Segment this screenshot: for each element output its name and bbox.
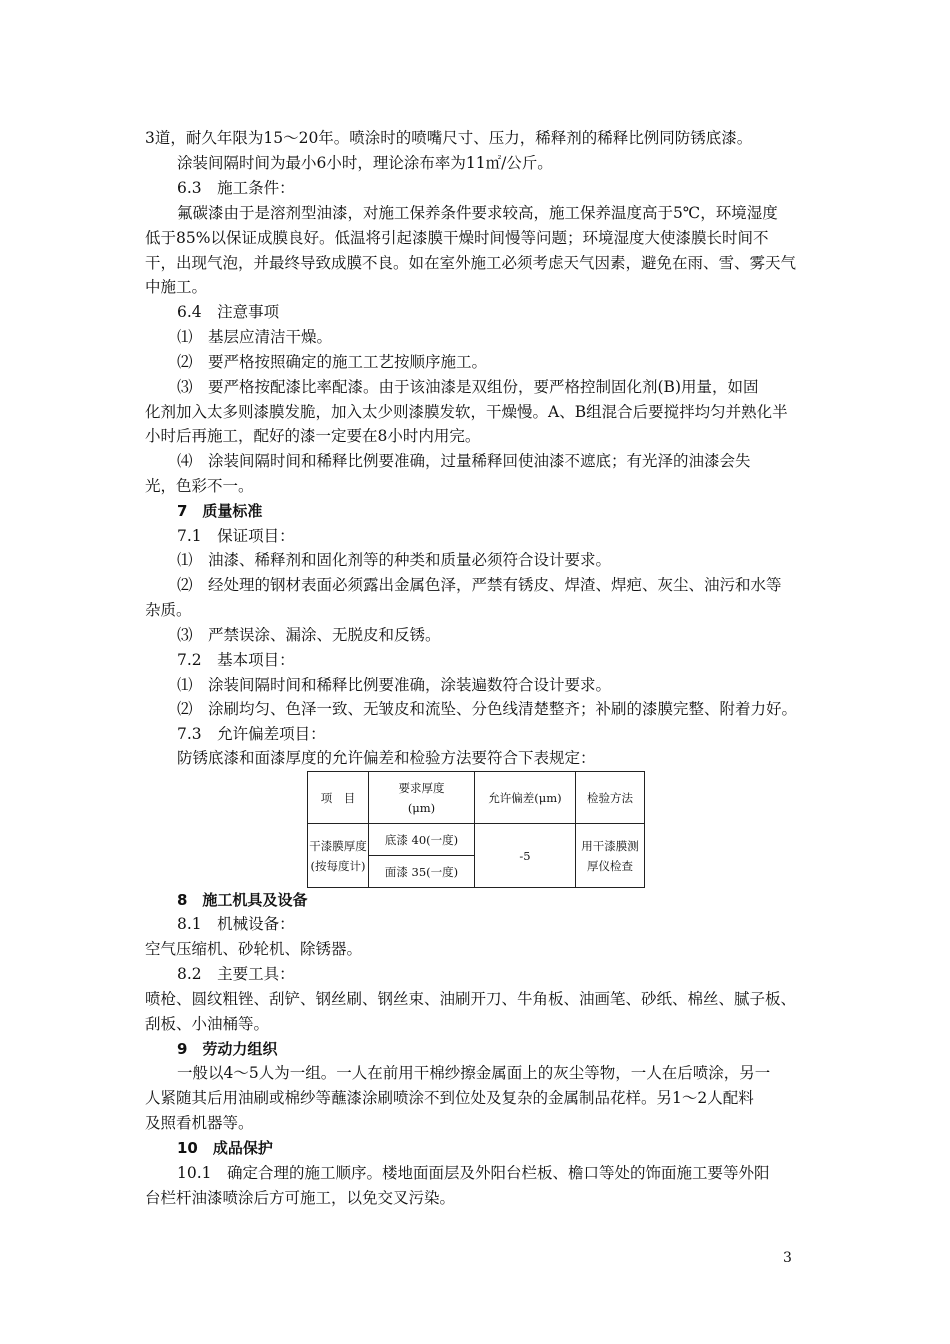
list-item: ⑴ 基层应清洁干燥。 xyxy=(177,328,333,346)
table-cell-method xyxy=(576,824,645,888)
text-line: 杂质。 xyxy=(145,601,192,619)
section-heading: 10 成品保护 xyxy=(177,1139,273,1157)
text-line: 低于85%以保证成膜良好。低温将引起漆膜干燥时间慢等问题；环境湿度大使漆膜长时间不 xyxy=(145,229,769,247)
section-heading: 8 施工机具及设备 xyxy=(177,891,308,909)
text-line: 空气压缩机、砂轮机、除锈器。 xyxy=(145,940,363,958)
text-line: 中施工。 xyxy=(145,278,208,296)
section-heading: 7 质量标准 xyxy=(177,502,263,520)
text-line: 及照看机器等。 xyxy=(145,1114,254,1132)
table-cell-item xyxy=(308,824,369,888)
list-item: ⑴ 油漆、稀释剂和固化剂等的种类和质量必须符合设计要求。 xyxy=(177,551,612,569)
table-cell-item-line1: 干漆膜厚度 xyxy=(309,838,367,853)
subsection-heading: 7.2 基本项目： xyxy=(177,651,295,669)
list-item: ⑶ 要严格按配漆比率配漆。由于该油漆是双组份，要严格控制固化剂(B)用量，如固 xyxy=(177,378,759,396)
table-cell-item-line2: (按每度计) xyxy=(310,858,366,873)
table-cell-method-line1: 用干漆膜测 xyxy=(581,838,639,853)
section-heading: 9 劳动力组织 xyxy=(177,1040,278,1058)
list-item: ⑵ 经处理的钢材表面必须露出金属色泽，严禁有锈皮、焊渣、焊疤、灰尘、油污和水等 xyxy=(177,576,782,594)
list-item: ⑵ 涂刷均匀、色泽一致、无皱皮和流坠、分色线清楚整齐；补刷的漆膜完整、附着力好。 xyxy=(177,700,798,718)
text-line: 刮板、小油桶等。 xyxy=(145,1015,270,1033)
text-line: 氟碳漆由于是溶剂型油漆，对施工保养条件要求较高，施工保养温度高于5℃，环境湿度 xyxy=(177,204,778,222)
text-line: 化剂加入太多则漆膜发脆，加入太少则漆膜发软，干燥慢。A、B组混合后要搅拌均匀并熟化半 xyxy=(145,403,788,421)
subsection-heading: 7.1 保证项目： xyxy=(177,527,295,545)
text-line: 台栏杆油漆喷涂后方可施工，以免交叉污染。 xyxy=(145,1189,456,1207)
text-line: 10.1 确定合理的施工顺序。楼地面面层及外阳台栏板、檐口等处的饰面施工要等外阳 xyxy=(177,1164,770,1182)
table-header-item: 项 目 xyxy=(308,772,369,824)
text-line: 防锈底漆和面漆厚度的允许偏差和检验方法要符合下表规定： xyxy=(177,749,596,767)
table-cell-method-line2: 厚仪检查 xyxy=(587,858,633,873)
subsection-heading: 7.3 允许偏差项目： xyxy=(177,725,326,743)
page-number: 3 xyxy=(783,1250,792,1266)
table-header-method: 检验方法 xyxy=(576,772,645,824)
text-line: 光，色彩不一。 xyxy=(145,477,254,495)
text-line: 人紧随其后用油刷或棉纱等蘸漆涂刷喷涂不到位处及复杂的金属制品花样。另1～2人配料 xyxy=(145,1089,754,1107)
subsection-heading: 8.2 主要工具： xyxy=(177,965,295,983)
table-cell-top-coat: 面漆 35(一度) xyxy=(369,856,475,888)
table-header-tolerance: 允许偏差(μm) xyxy=(475,772,576,824)
table-header-thickness-line1: 要求厚度 xyxy=(398,780,445,795)
text-line: 涂装间隔时间为最小6小时，理论涂布率为11㎡/公斤。 xyxy=(177,154,553,172)
table-header-thickness-line2: (μm) xyxy=(407,800,436,815)
subsection-heading: 8.1 机械设备： xyxy=(177,915,295,933)
list-item: ⑷ 涂装间隔时间和稀释比例要准确，过量稀释回使油漆不遮底；有光泽的油漆会失 xyxy=(177,452,751,470)
subsection-heading: 6.4 注意事项 xyxy=(177,303,280,321)
text-line: 3道，耐久年限为15～20年。喷涂时的喷嘴尺寸、压力，稀释剂的稀释比例同防锈底漆。 xyxy=(145,129,753,147)
tolerance-table xyxy=(307,771,645,888)
list-item: ⑵ 要严格按照确定的施工工艺按顺序施工。 xyxy=(177,353,488,371)
list-item: ⑴ 涂装间隔时间和稀释比例要准确，涂装遍数符合设计要求。 xyxy=(177,676,612,694)
table-cell-tolerance: -5 xyxy=(475,824,576,888)
text-line: 小时后再施工，配好的漆一定要在8小时内用完。 xyxy=(145,427,481,445)
list-item: ⑶ 严禁误涂、漏涂、无脱皮和反锈。 xyxy=(177,626,441,644)
table-cell-base-coat: 底漆 40(一度) xyxy=(369,824,475,856)
table-header-thickness xyxy=(369,772,475,824)
text-line: 喷枪、圆纹粗锉、刮铲、钢丝刷、钢丝束、油刷开刀、牛角板、油画笔、砂纸、棉丝、腻子板、 xyxy=(145,990,797,1008)
text-line: 一般以4～5人为一组。一人在前用干棉纱擦金属面上的灰尘等物，一人在后喷涂，另一 xyxy=(177,1064,771,1082)
subsection-heading: 6.3 施工条件： xyxy=(177,179,295,197)
text-line: 干，出现气泡，并最终导致成膜不良。如在室外施工必须考虑天气因素，避免在雨、雪、雾天气 xyxy=(145,254,797,272)
